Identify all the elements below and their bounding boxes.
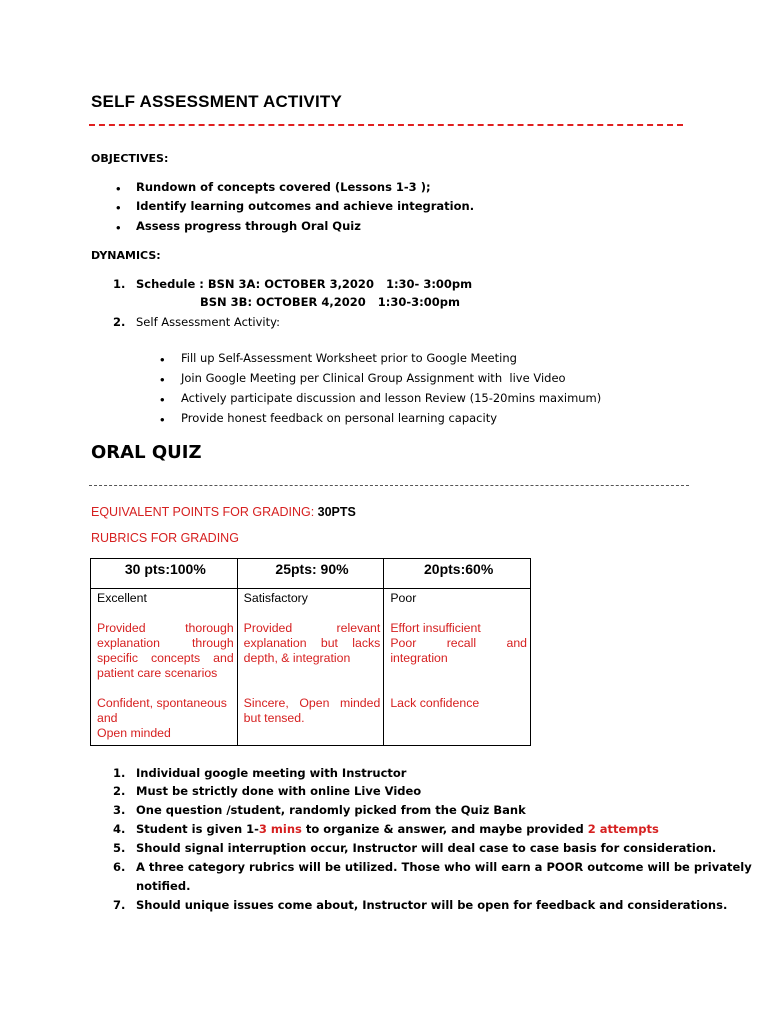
objective-item: Rundown of concepts covered (Lessons 1-3 ); <box>136 180 431 194</box>
bullet-icon: • <box>116 220 121 235</box>
list-number: 1. <box>113 766 126 780</box>
schedule-line: Schedule : BSN 3A: OCTOBER 3,2020 1:30- 3:00pm <box>136 277 473 291</box>
objective-item: Identify learning outcomes and achieve integration. <box>136 199 475 213</box>
dynamics-heading: DYNAMICS: <box>91 249 161 262</box>
rule-item: Must be strictly done with online Live Video <box>136 784 422 798</box>
rubric-table <box>90 558 531 746</box>
list-number: 7. <box>113 898 126 912</box>
rubrics-label: RUBRICS FOR GRADING <box>91 531 239 545</box>
rule-item <box>136 822 659 836</box>
list-number: 4. <box>113 822 126 836</box>
list-number: 6. <box>113 860 126 874</box>
rubric-header-cell: 25pts: 90% <box>237 559 384 589</box>
rubric-description: Poor recall and integration <box>390 636 527 665</box>
list-number: 3. <box>113 803 126 817</box>
activity-item: Provide honest feedback on personal learning capacity <box>181 411 498 425</box>
rule-highlight: 3 mins <box>258 822 302 836</box>
rubric-cell-poor <box>384 589 531 746</box>
rubric-header-cell: 20pts:60% <box>384 559 531 589</box>
objective-item: Assess progress through Oral Quiz <box>136 219 361 233</box>
bullet-icon: • <box>160 392 165 407</box>
rubric-description: Provided relevant explanation but lacks depth, & integration <box>243 621 381 665</box>
rubric-body-row <box>91 589 531 746</box>
schedule-line: BSN 3B: OCTOBER 4,2020 1:30-3:00pm <box>200 295 460 309</box>
rubric-level: Satisfactory <box>243 591 308 605</box>
rule-item: Individual google meeting with Instructor <box>136 766 407 780</box>
bullet-icon: • <box>116 181 121 196</box>
activity-item: Actively participate discussion and lesson Review (15-20mins maximum) <box>181 391 602 405</box>
bullet-icon: • <box>160 352 165 367</box>
red-dashed-divider <box>89 124 683 126</box>
section-heading: ORAL QUIZ <box>91 442 202 463</box>
objectives-heading: OBJECTIVES: <box>91 152 169 165</box>
rubric-description: Sincere, Open minded but tensed. <box>243 696 381 725</box>
bullet-icon: • <box>160 372 165 387</box>
list-number: 2. <box>113 315 126 329</box>
bullet-icon: • <box>160 412 165 427</box>
rule-text: to organize & answer, and maybe provided <box>301 822 588 836</box>
dashed-divider <box>89 485 689 486</box>
rule-item: Should unique issues come about, Instructor will be open for feedback and considerations. <box>136 898 728 912</box>
list-number: 1. <box>113 277 126 291</box>
rule-item: Should signal interruption occur, Instructor will deal case to case basis for consideration. <box>136 841 717 855</box>
rubric-header-row <box>91 559 531 589</box>
rule-item: A three category rubrics will be utilized. Those who will earn a POOR outcome will be privately <box>136 860 752 874</box>
rubric-level: Excellent <box>97 591 147 605</box>
points-line <box>91 505 356 519</box>
activity-item: Join Google Meeting per Clinical Group Assignment with live Video <box>181 371 566 385</box>
rule-text: Student is given 1- <box>136 822 259 836</box>
rubric-description: Open minded <box>97 726 171 740</box>
rubric-level: Poor <box>390 591 417 605</box>
rubric-description: Provided thorough explanation through specific concepts and patient care scenarios <box>97 621 234 680</box>
rubric-cell-satisfactory <box>237 589 384 746</box>
rubric-description: Lack confidence <box>390 696 480 710</box>
rubric-header-cell: 30 pts:100% <box>91 559 238 589</box>
list-number: 5. <box>113 841 126 855</box>
rubric-description: Confident, spontaneous and <box>97 696 227 725</box>
rule-item-continued: notified. <box>136 879 191 893</box>
activity-item: Fill up Self-Assessment Worksheet prior to Google Meeting <box>181 351 517 365</box>
page-title: SELF ASSESSMENT ACTIVITY <box>91 92 343 111</box>
rubric-cell-excellent <box>91 589 238 746</box>
bullet-icon: • <box>116 200 121 215</box>
rubric-description: Effort insufficient <box>390 621 481 635</box>
activity-label: Self Assessment Activity: <box>136 315 280 329</box>
points-value: 30PTS <box>317 505 356 519</box>
points-label: EQUIVALENT POINTS FOR GRADING: <box>91 505 318 519</box>
rule-highlight: 2 attempts <box>587 822 659 836</box>
rule-item: One question /student, randomly picked from the Quiz Bank <box>136 803 526 817</box>
list-number: 2. <box>113 784 126 798</box>
